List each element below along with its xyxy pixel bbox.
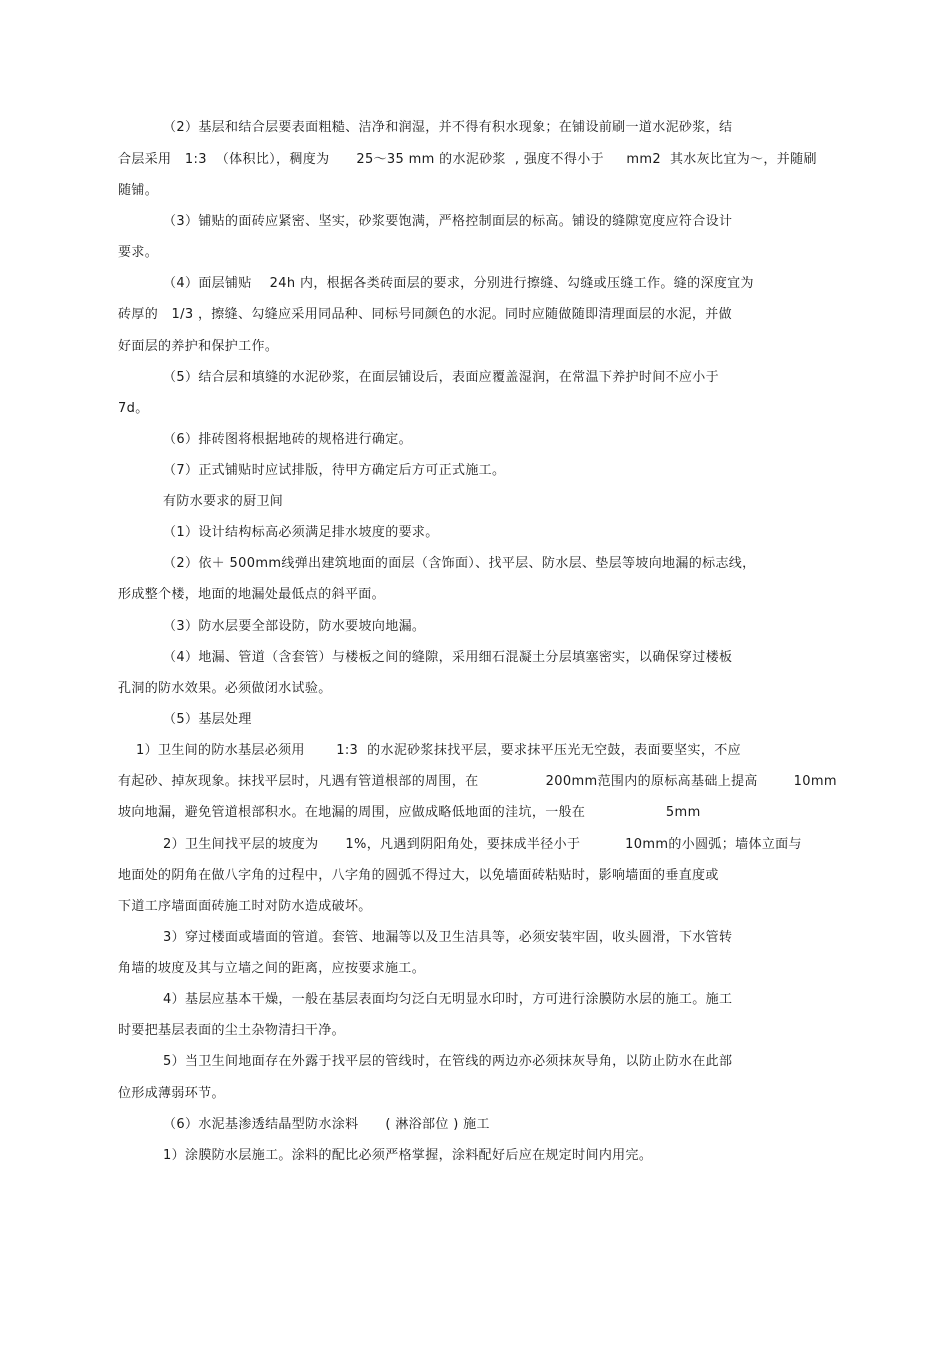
text-line: 合层采用 1:3 （体积比），稠度为 25～35 mm 的水泥砂浆 , 强度不得小于 mm2 其水灰比宜为～，并随刷 <box>118 152 817 167</box>
text-line: 好面层的养护和保护工作。 <box>118 339 279 354</box>
text-line: 角墙的坡度及其与立墙之间的距离，应按要求施工。 <box>118 961 426 976</box>
text-line: 随铺。 <box>118 183 159 198</box>
text-line: 形成整个楼，地面的地漏处最低点的斜平面。 <box>118 587 386 602</box>
text-line: 孔洞的防水效果。必须做闭水试验。 <box>118 681 332 696</box>
text-line: 7d。 <box>118 401 149 416</box>
text-line: 时要把基层表面的尘土杂物清扫干净。 <box>118 1023 345 1038</box>
text-line: 5）当卫生间地面存在外露于找平层的管线时，在管线的两边亦必须抹灰导角，以防止防水在此部 <box>163 1054 733 1069</box>
text-line: 砖厚的 1/3 ，擦缝、勾缝应采用同品种、同标号同颜色的水泥。同时应随做随即清理面层的水泥，并做 <box>118 307 732 322</box>
section-heading: 有防水要求的厨卫间 <box>163 494 284 509</box>
text-line: （2）基层和结合层要表面粗糙、洁净和润湿，并不得有积水现象；在铺设前刷一道水泥砂浆，结 <box>163 120 733 135</box>
text-line: （2）依＋ 500mm线弹出建筑地面的面层（含饰面）、找平层、防水层、垫层等坡向地漏的标志线， <box>163 556 756 571</box>
text-line: （3）铺贴的面砖应紧密、坚实，砂浆要饱满，严格控制面层的标高。铺设的缝隙宽度应符合设计 <box>163 214 733 229</box>
text-line: （4）面层铺贴 24h 内，根据各类砖面层的要求，分别进行擦缝、勾缝或压缝工作。缝的深度宜为 <box>163 276 754 291</box>
text-line: 3）穿过楼面或墙面的管道。套管、地漏等以及卫生洁具等，必须安装牢固，收头圆滑，下水管转 <box>163 930 733 945</box>
text-line: 位形成薄弱环节。 <box>118 1086 225 1101</box>
text-line: （6）水泥基渗透结晶型防水涂料 ( 淋浴部位 ) 施工 <box>163 1117 490 1132</box>
text-line: 1）卫生间的防水基层必须用 1:3 的水泥砂浆抹找平层，要求抹平压光无空鼓，表面要坚实，不应 <box>136 743 741 758</box>
text-line: （3）防水层要全部设防，防水要坡向地漏。 <box>163 619 426 634</box>
text-line: 坡向地漏，避免管道根部积水。在地漏的周围，应做成略低地面的洼坑，一般在 5mm <box>118 805 701 820</box>
text-line: （1）设计结构标高必须满足排水坡度的要求。 <box>163 525 439 540</box>
text-line: （6）排砖图将根据地砖的规格进行确定。 <box>163 432 412 447</box>
text-line: 地面处的阴角在做八字角的过程中，八字角的圆弧不得过大，以免墙面砖粘贴时，影响墙面的垂直度或 <box>118 868 719 883</box>
text-line: 2）卫生间找平层的坡度为 1%，凡遇到阴阳角处，要抹成半径小于 10mm的小圆弧；墙体立面与 <box>163 837 802 852</box>
text-line: 1）涂膜防水层施工。涂料的配比必须严格掌握，涂料配好后应在规定时间内用完。 <box>163 1148 653 1163</box>
text-line: （5）结合层和填缝的水泥砂浆，在面层铺设后，表面应覆盖湿润，在常温下养护时间不应小于 <box>163 370 719 385</box>
text-line: 4）基层应基本干燥，一般在基层表面均匀泛白无明显水印时，方可进行涂膜防水层的施工。施工 <box>163 992 733 1007</box>
text-line: 下道工序墙面面砖施工时对防水造成破坏。 <box>118 899 372 914</box>
text-line: （5）基层处理 <box>163 712 252 727</box>
text-line: （7）正式铺贴时应试排版，待甲方确定后方可正式施工。 <box>163 463 506 478</box>
text-line: （4）地漏、管道（含套管）与楼板之间的缝隙，采用细石混凝土分层填塞密实，以确保穿过楼板 <box>163 650 733 665</box>
text-line: 要求。 <box>118 245 159 260</box>
text-line: 有起砂、掉灰现象。抹找平层时，凡遇有管道根部的周围，在 200mm范围内的原标高基础上提高 10mm <box>118 774 837 789</box>
